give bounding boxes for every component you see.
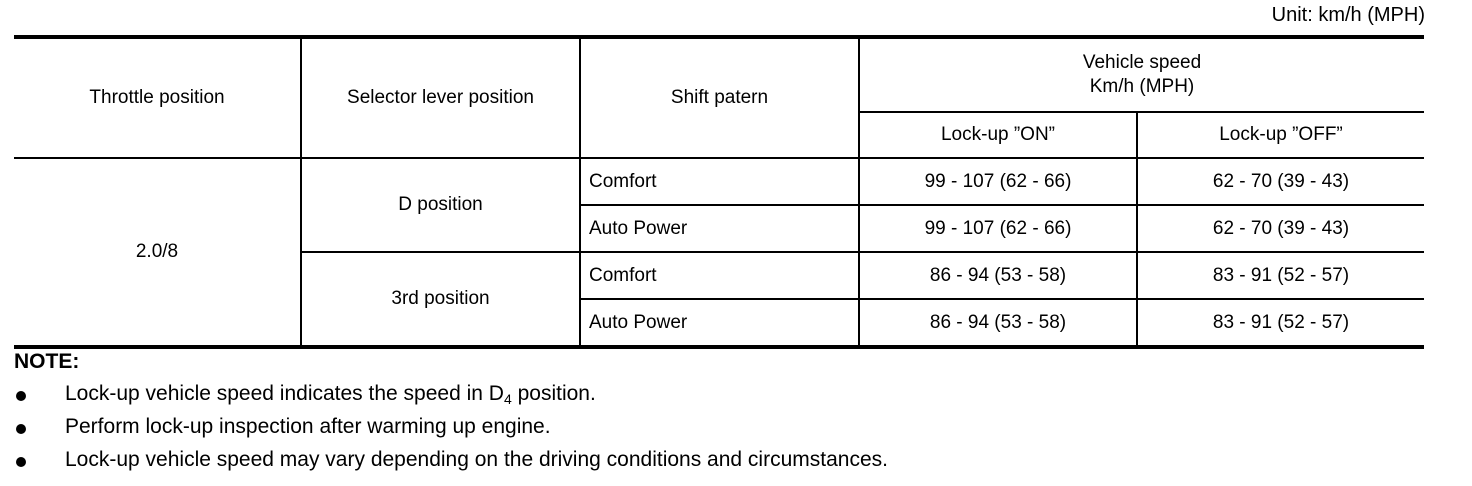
note-item-text-end: position. bbox=[511, 382, 596, 405]
note-item bbox=[14, 380, 1454, 413]
lockup-speed-table bbox=[14, 35, 1424, 349]
header-lockup-off: Lock-up ”OFF” bbox=[1137, 112, 1424, 158]
shift-pattern-cell: Comfort bbox=[580, 158, 859, 205]
lockup-on-speed: 99 - 107 (62 - 66) bbox=[859, 158, 1137, 205]
bullet-icon bbox=[16, 424, 26, 434]
header-vehicle-speed bbox=[859, 37, 1424, 112]
shift-pattern-cell: Comfort bbox=[580, 252, 859, 299]
lockup-off-speed: 83 - 91 (52 - 57) bbox=[1137, 252, 1424, 299]
selector-d-position: D position bbox=[301, 158, 580, 252]
bullet-icon bbox=[16, 457, 26, 467]
lockup-on-speed: 86 - 94 (53 - 58) bbox=[859, 299, 1137, 347]
lockup-on-speed: 86 - 94 (53 - 58) bbox=[859, 252, 1137, 299]
note-item-text: Perform lock-up inspection after warming up engine. bbox=[65, 415, 551, 438]
lockup-off-speed: 62 - 70 (39 - 43) bbox=[1137, 158, 1424, 205]
unit-label: Unit: km/h (MPH) bbox=[1271, 4, 1425, 26]
header-shift-pattern: Shift patern bbox=[580, 37, 859, 158]
header-vehicle-speed-unit: Km/h (MPH) bbox=[1089, 76, 1195, 97]
selector-3rd-position: 3rd position bbox=[301, 252, 580, 347]
lockup-off-speed: 62 - 70 (39 - 43) bbox=[1137, 205, 1424, 252]
shift-pattern-cell: Auto Power bbox=[580, 299, 859, 347]
note-heading: NOTE: bbox=[14, 350, 80, 373]
lockup-off-speed: 83 - 91 (52 - 57) bbox=[1137, 299, 1424, 347]
header-selector-lever-position: Selector lever position bbox=[301, 37, 580, 158]
throttle-position-value: 2.0/8 bbox=[14, 158, 301, 347]
note-item bbox=[14, 413, 1454, 446]
header-lockup-on: Lock-up ”ON” bbox=[859, 112, 1137, 158]
note-item-subscript: 4 bbox=[503, 391, 512, 407]
bullet-icon bbox=[16, 391, 26, 401]
note-item-text: Lock-up vehicle speed indicates the speed in D bbox=[65, 382, 504, 405]
header-throttle-position: Throttle position bbox=[14, 37, 301, 158]
header-vehicle-speed-title: Vehicle speed bbox=[1082, 52, 1202, 73]
note-item bbox=[14, 446, 1454, 479]
note-list bbox=[14, 380, 1454, 479]
shift-pattern-cell: Auto Power bbox=[580, 205, 859, 252]
note-item-text: Lock-up vehicle speed may vary depending on the driving conditions and circumstances. bbox=[65, 448, 888, 471]
lockup-on-speed: 99 - 107 (62 - 66) bbox=[859, 205, 1137, 252]
